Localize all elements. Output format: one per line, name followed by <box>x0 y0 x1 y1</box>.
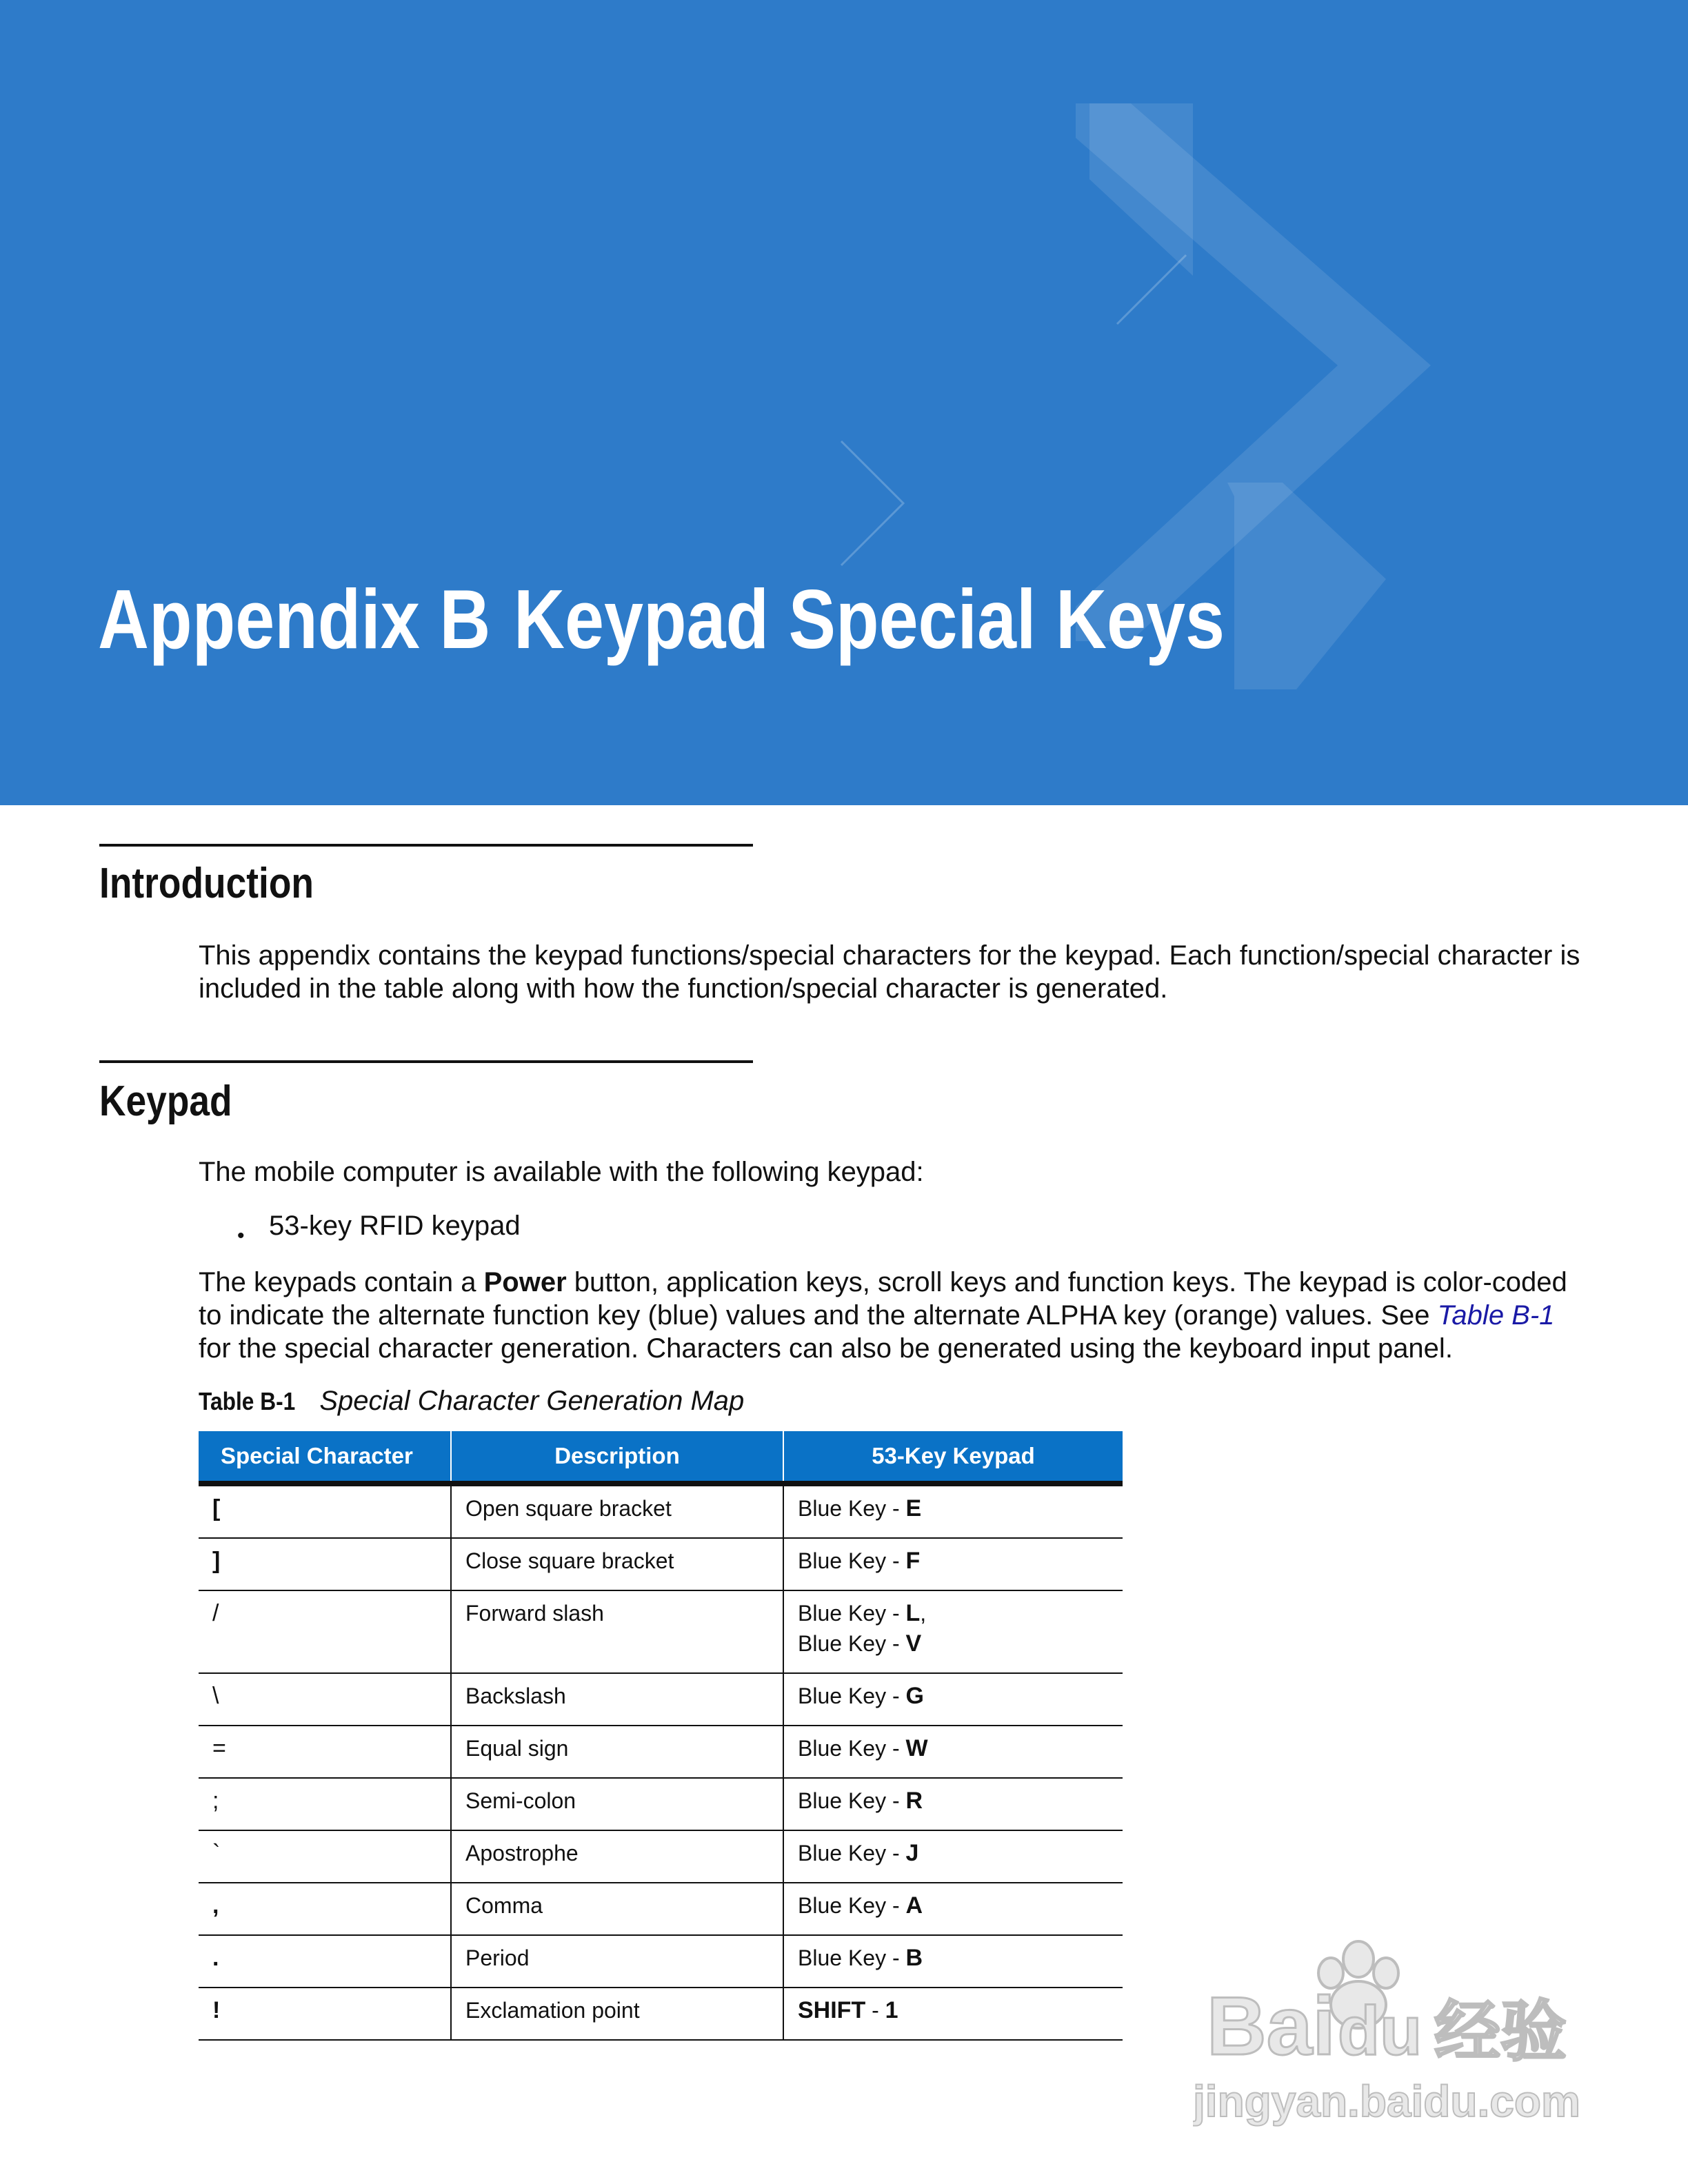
special-character-cell: ] <box>199 1538 451 1590</box>
key-letter: R <box>905 1788 923 1814</box>
section-heading-keypad: Keypad <box>99 1078 232 1125</box>
table-b1-link[interactable]: Table B-1 <box>1437 1300 1555 1331</box>
key-letter: L <box>905 1600 921 1626</box>
key-prefix: - <box>865 1998 885 2023</box>
table-row <box>199 1538 1123 1590</box>
special-character-cell: / <box>199 1590 451 1673</box>
table-caption <box>199 1386 744 1417</box>
table-row <box>199 1484 1123 1538</box>
keypad-bullet: 53-key RFID keypad <box>269 1211 521 1241</box>
special-character-cell: ; <box>199 1778 451 1830</box>
key-combination-cell <box>783 1673 1123 1726</box>
key-letter: G <box>905 1683 924 1709</box>
description-cell: Open square bracket <box>451 1484 783 1538</box>
key-modifier: SHIFT <box>798 1997 866 2023</box>
watermark-brand: Bai <box>1207 1980 1336 2072</box>
key-combination-cell <box>783 1590 1123 1673</box>
special-character-cell: ` <box>199 1830 451 1883</box>
watermark-brand-du: du <box>1338 1992 1423 2070</box>
key-combination-cell <box>783 1988 1123 2040</box>
special-character-cell: . <box>199 1935 451 1988</box>
table-row <box>199 1778 1123 1830</box>
intro-paragraph: This appendix contains the keypad functions/special characters for the keypad. Each function/special character is included in the table along with how the function/special character is generated. <box>199 940 1580 1004</box>
key-prefix: Blue Key - <box>798 1945 906 1970</box>
table-caption-label: Table B-1 <box>199 1387 296 1415</box>
special-character-cell: ! <box>199 1988 451 2040</box>
table-row <box>199 1726 1123 1778</box>
special-character-cell: , <box>199 1883 451 1935</box>
description-cell: Backslash <box>451 1673 783 1726</box>
key-prefix: Blue Key - <box>798 1684 906 1708</box>
table-row <box>199 1883 1123 1935</box>
key-prefix: Blue Key - <box>798 1736 906 1761</box>
key-letter: 1 <box>885 1997 898 2023</box>
chevron-logo-icon <box>0 0 1688 805</box>
table-row <box>199 1988 1123 2040</box>
header-banner <box>0 0 1688 805</box>
description-cell: Equal sign <box>451 1726 783 1778</box>
keypad-text: The keypads contain a <box>199 1267 484 1297</box>
key-letter: F <box>905 1548 921 1574</box>
section-heading-introduction: Introduction <box>99 860 314 907</box>
description-cell: Comma <box>451 1883 783 1935</box>
section-rule <box>99 844 753 847</box>
description-cell: Period <box>451 1935 783 1988</box>
key-combination-cell <box>783 1484 1123 1538</box>
special-character-table <box>199 1431 1123 2041</box>
key-combination-cell <box>783 1726 1123 1778</box>
key-combination-cell <box>783 1778 1123 1830</box>
description-cell: Semi-colon <box>451 1778 783 1830</box>
column-header: 53-Key Keypad <box>783 1431 1123 1484</box>
key-combination-cell <box>783 1830 1123 1883</box>
baidu-watermark-logo <box>1193 1923 1620 2130</box>
table-caption-text: Special Character Generation Map <box>319 1386 745 1416</box>
table-row <box>199 1935 1123 1988</box>
special-character-cell: = <box>199 1726 451 1778</box>
key-prefix: Blue Key - <box>798 1631 906 1656</box>
key-prefix: Blue Key - <box>798 1548 906 1573</box>
key-prefix: Blue Key - <box>798 1601 906 1626</box>
table-row <box>199 1830 1123 1883</box>
key-letter: J <box>905 1840 919 1866</box>
table-row <box>199 1590 1123 1673</box>
description-cell: Exclamation point <box>451 1988 783 2040</box>
key-letter: W <box>905 1735 928 1761</box>
key-combination-cell <box>783 1883 1123 1935</box>
key-combination-cell <box>783 1538 1123 1590</box>
keypad-paragraph <box>199 1266 1591 1365</box>
power-bold: Power <box>483 1267 567 1297</box>
table-row <box>199 1673 1123 1726</box>
special-character-cell: \ <box>199 1673 451 1726</box>
table-header-row <box>199 1431 1123 1484</box>
keypad-lead: The mobile computer is available with the following keypad: <box>199 1157 924 1187</box>
keypad-text: button, application keys, scroll keys and function keys. The keypad is color-coded to indicate the alternate function key (blue) values and the alternate ALPHA key (orange) values. See <box>199 1267 1567 1331</box>
key-separator: , <box>920 1601 927 1626</box>
special-character-cell: [ <box>199 1484 451 1538</box>
bullet-icon: • <box>237 1224 245 1247</box>
page-title <box>98 571 1248 667</box>
key-prefix: Blue Key - <box>798 1788 906 1813</box>
column-header: Description <box>451 1431 783 1484</box>
watermark-url: jingyan.baidu.com <box>1193 2076 1580 2126</box>
keypad-text: for the special character generation. Characters can also be generated using the keyboard input panel. <box>199 1333 1453 1364</box>
description-cell: Close square bracket <box>451 1538 783 1590</box>
title-appendix: Appendix B <box>98 572 491 666</box>
key-prefix: Blue Key - <box>798 1496 906 1521</box>
key-prefix: Blue Key - <box>798 1893 906 1918</box>
key-combination-cell <box>783 1935 1123 1988</box>
column-header: Special Character <box>199 1431 451 1484</box>
key-letter: E <box>905 1495 922 1521</box>
key-letter: A <box>905 1892 923 1919</box>
description-cell: Apostrophe <box>451 1830 783 1883</box>
title-name: Keypad Special Keys <box>513 572 1225 666</box>
key-letter: V <box>905 1630 922 1657</box>
watermark-cn: 经验 <box>1434 1993 1567 2070</box>
section-rule <box>99 1060 753 1063</box>
key-letter: B <box>905 1945 923 1971</box>
description-cell: Forward slash <box>451 1590 783 1673</box>
key-prefix: Blue Key - <box>798 1841 906 1866</box>
